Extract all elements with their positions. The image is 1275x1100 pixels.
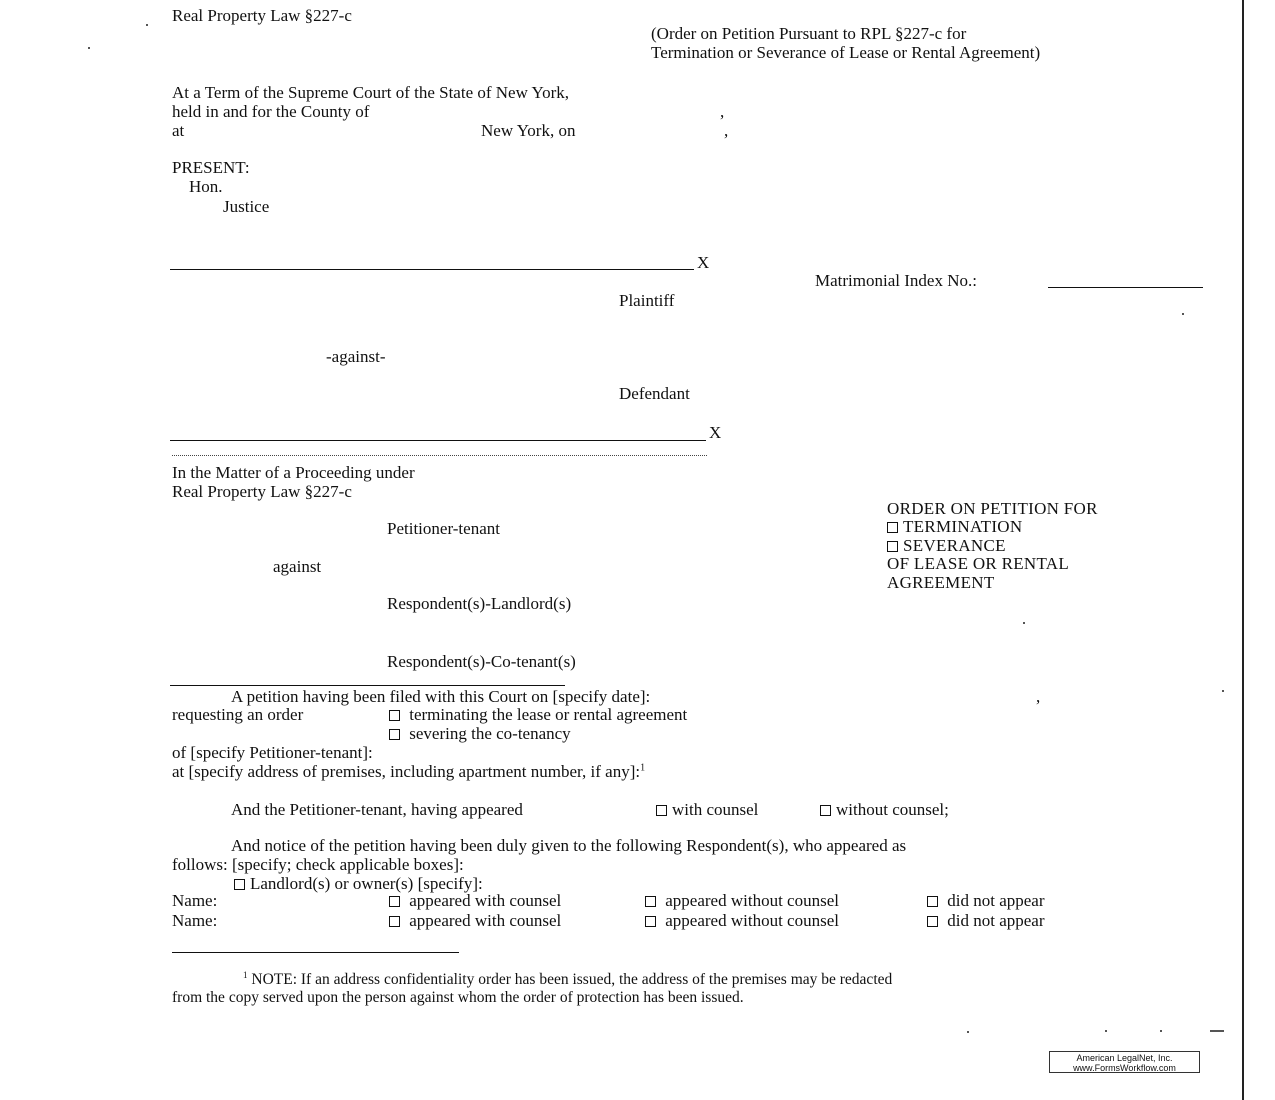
petitioner-without-counsel[interactable]: [820, 801, 949, 818]
court-term-at: at: [172, 121, 185, 140]
petitioner-without-counsel-checkbox[interactable]: [820, 805, 831, 816]
appeared-intro-text: And the Petitioner-tenant, having appeared: [231, 800, 523, 819]
court-term-line-2: held in and for the County of: [172, 102, 370, 121]
respondent-landlord-label: Respondent(s)-Landlord(s): [387, 594, 572, 613]
option-label: did not appear: [947, 891, 1045, 910]
option-terminate[interactable]: [389, 706, 687, 723]
severance-checkbox[interactable]: [887, 541, 898, 552]
form-title-line-1: (Order on Petition Pursuant to RPL §227-c for: [651, 24, 967, 43]
footnote-ref: 1: [640, 762, 646, 774]
option-label: did not appear: [947, 911, 1045, 930]
address-label: at [specify address of premises, including apartment number, if any]:: [172, 762, 641, 781]
order-title-line-4: OF LEASE OR RENTAL: [887, 554, 1070, 573]
petition-filed-text: A petition having been filed with this Court on [specify date]:: [231, 687, 651, 706]
court-term-comma-2: ,: [724, 121, 729, 140]
option-label: appeared with counsel: [409, 911, 562, 930]
petitioner-tenant-label: Petitioner-tenant: [387, 519, 500, 538]
present-label: PRESENT:: [172, 158, 250, 177]
scan-speck: [88, 47, 90, 49]
publisher-url: www.FormsWorkflow.com: [1073, 1063, 1176, 1073]
caption-bottom-rule: [170, 440, 706, 441]
court-term-comma-1: ,: [720, 102, 725, 121]
respondent-name-label: Name:: [172, 911, 218, 930]
matter-line-1: In the Matter of a Proceeding under: [172, 463, 415, 482]
requesting-order-text: requesting an order: [172, 705, 304, 724]
checkbox-icon[interactable]: [927, 896, 938, 907]
footnote-line-1: [243, 971, 892, 988]
petitioner-with-counsel[interactable]: [656, 801, 758, 818]
court-term-city: New York, on: [481, 121, 576, 140]
checkbox-icon[interactable]: [645, 896, 656, 907]
caption-top-rule: [170, 269, 694, 270]
matter-line-2: Real Property Law §227-c: [172, 482, 352, 501]
caption-x-mark-2: X: [709, 423, 722, 442]
sever-label: severing the co-tenancy: [409, 724, 571, 743]
form-title-line-2: Termination or Severance of Lease or Rental Agreement): [651, 43, 1041, 62]
scan-speck: [1160, 1030, 1162, 1032]
landlord-owner-checkbox[interactable]: [234, 879, 245, 890]
scan-speck: [1023, 622, 1025, 624]
scan-speck: [967, 1031, 969, 1033]
terminate-label: terminating the lease or rental agreement: [409, 705, 688, 724]
caption-dotted-rule: [172, 455, 707, 456]
caption-x-mark-1: X: [697, 253, 710, 272]
landlord-owner-option[interactable]: [234, 875, 483, 892]
sever-checkbox[interactable]: [389, 729, 400, 740]
option-label: appeared with counsel: [409, 891, 562, 910]
index-number-field[interactable]: [1048, 287, 1203, 288]
court-term-line-1: At a Term of the Supreme Court of the State of New York,: [172, 83, 569, 102]
option-label: appeared without counsel: [665, 891, 839, 910]
order-title-line-5: AGREEMENT: [887, 573, 995, 592]
checkbox-icon[interactable]: [389, 896, 400, 907]
matter-bottom-rule: [170, 685, 565, 686]
scan-speck: [1222, 690, 1224, 692]
termination-label: TERMINATION: [903, 517, 1023, 536]
petitioner-with-counsel-label: with counsel: [672, 800, 759, 819]
order-option-termination[interactable]: [887, 518, 1022, 535]
respondent-cotenant-label: Respondent(s)-Co-tenant(s): [387, 652, 576, 671]
footnote-text-1: NOTE: If an address confidentiality order has been issued, the address of the premises may be redacted: [251, 971, 893, 989]
respondent-did-not-appear[interactable]: [927, 912, 1045, 929]
address-text: [172, 763, 645, 780]
respondent-name-label: Name:: [172, 891, 218, 910]
defendant-label: Defendant: [619, 384, 690, 403]
page-edge-rule: [1242, 0, 1244, 1100]
scan-speck: [1105, 1030, 1107, 1032]
respondent-appeared-with-counsel[interactable]: [389, 912, 561, 929]
publisher-stamp: [1049, 1051, 1200, 1073]
respondent-did-not-appear[interactable]: [927, 892, 1045, 909]
against-label: -against-: [326, 347, 386, 366]
checkbox-icon[interactable]: [645, 916, 656, 927]
petitioner-without-counsel-label: without counsel;: [836, 800, 949, 819]
notice-line-2: follows: [specify; check applicable boxes]:: [172, 855, 464, 874]
justice-label: Justice: [223, 197, 270, 216]
statute-heading: Real Property Law §227-c: [172, 6, 352, 25]
checkbox-icon[interactable]: [389, 916, 400, 927]
respondent-appeared-without-counsel[interactable]: [645, 912, 839, 929]
option-sever[interactable]: [389, 725, 571, 742]
of-petitioner-text: of [specify Petitioner-tenant]:: [172, 743, 373, 762]
scan-speck: [146, 24, 148, 26]
footnote-number: 1: [243, 970, 248, 980]
respondent-appeared-without-counsel[interactable]: [645, 892, 839, 909]
scan-speck: [1210, 1030, 1224, 1032]
petitioner-with-counsel-checkbox[interactable]: [656, 805, 667, 816]
matter-against-label: against: [273, 557, 322, 576]
hon-label: Hon.: [189, 177, 223, 196]
publisher-name: American LegalNet, Inc.: [1076, 1053, 1173, 1063]
scan-speck: [1182, 313, 1184, 315]
order-title-line-1: ORDER ON PETITION FOR: [887, 499, 1098, 518]
order-option-severance[interactable]: [887, 537, 1006, 554]
checkbox-icon[interactable]: [927, 916, 938, 927]
severance-label: SEVERANCE: [903, 536, 1006, 555]
footnote-separator: [172, 952, 459, 953]
plaintiff-label: Plaintiff: [619, 291, 675, 310]
respondent-appeared-with-counsel[interactable]: [389, 892, 561, 909]
landlord-owner-label: Landlord(s) or owner(s) [specify]:: [250, 874, 483, 893]
terminate-checkbox[interactable]: [389, 710, 400, 721]
notice-line-1: And notice of the petition having been duly given to the following Respondent(s), who appeared as: [231, 836, 907, 855]
option-label: appeared without counsel: [665, 911, 839, 930]
footnote-line-2: from the copy served upon the person against whom the order of protection has been issued.: [172, 989, 744, 1006]
index-number-label: Matrimonial Index No.:: [815, 271, 977, 290]
termination-checkbox[interactable]: [887, 522, 898, 533]
petition-filed-comma: ,: [1036, 687, 1041, 706]
